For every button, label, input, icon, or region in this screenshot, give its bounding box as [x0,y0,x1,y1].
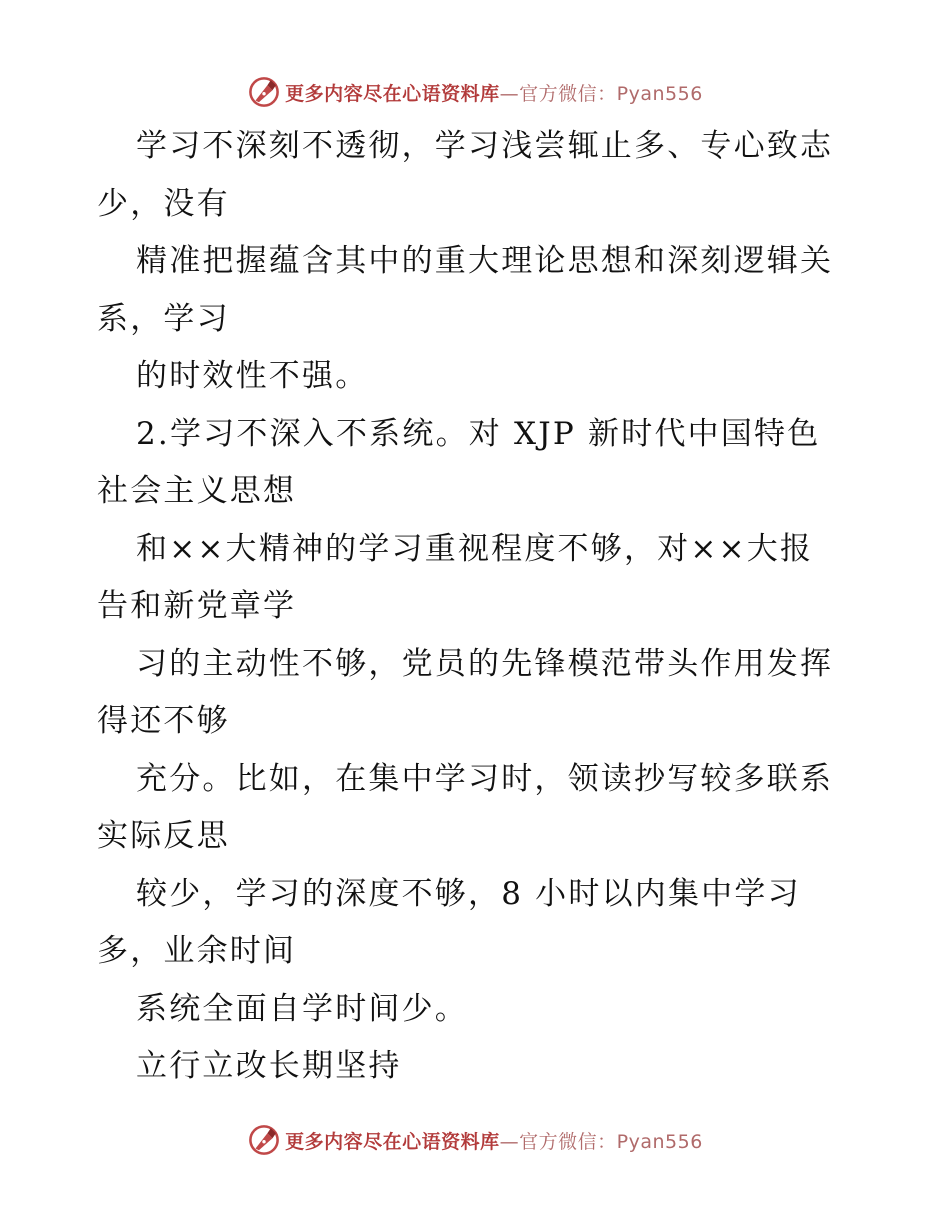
watermark-contact: 官方微信：Pyan556 [519,82,703,105]
text-line: 系统全面自学时间少。 [136,990,468,1027]
fountain-pen-logo-icon [247,1123,281,1157]
text-line: 和××大精神的学习重视程度不够，对××大报 [136,530,814,567]
footer-watermark [0,1118,950,1162]
text-line: 得还不够 [97,703,230,739]
text-line: 2.学习不深入不系统。对 XJP 新时代中国特色 [136,415,821,452]
watermark-contact: 官方微信：Pyan556 [519,1130,703,1153]
text-line: 较少，学习的深度不够，8 小时以内集中学习 [136,875,801,912]
header-watermark [0,70,950,114]
text-line: 多，业余时间 [97,933,297,969]
text-line: 少，没有 [97,185,230,222]
text-line: 实际反思 [97,818,230,854]
text-line: 立行立改长期坚持 [136,1048,402,1084]
watermark-brand: 更多内容尽在心语资料库 [285,82,500,105]
text-line: 系，学习 [97,300,230,337]
document-body [97,118,857,1096]
text-line: 的时效性不强。 [136,358,369,394]
text-line: 学习不深刻不透彻，学习浅尝辄止多、专心致志 [136,128,834,164]
fountain-pen-logo-icon [247,75,281,109]
text-line: 充分。比如，在集中学习时，领读抄写较多联系 [136,760,834,797]
text-line: 社会主义思想 [97,473,297,509]
watermark-separator: — [499,1130,520,1153]
text-line: 习的主动性不够，党员的先锋模范带头作用发挥 [136,645,834,682]
text-line: 精准把握蕴含其中的重大理论思想和深刻逻辑关 [136,243,834,279]
watermark-brand: 更多内容尽在心语资料库 [285,1130,500,1153]
watermark-separator: — [499,82,520,105]
text-line: 告和新党章学 [97,588,297,624]
